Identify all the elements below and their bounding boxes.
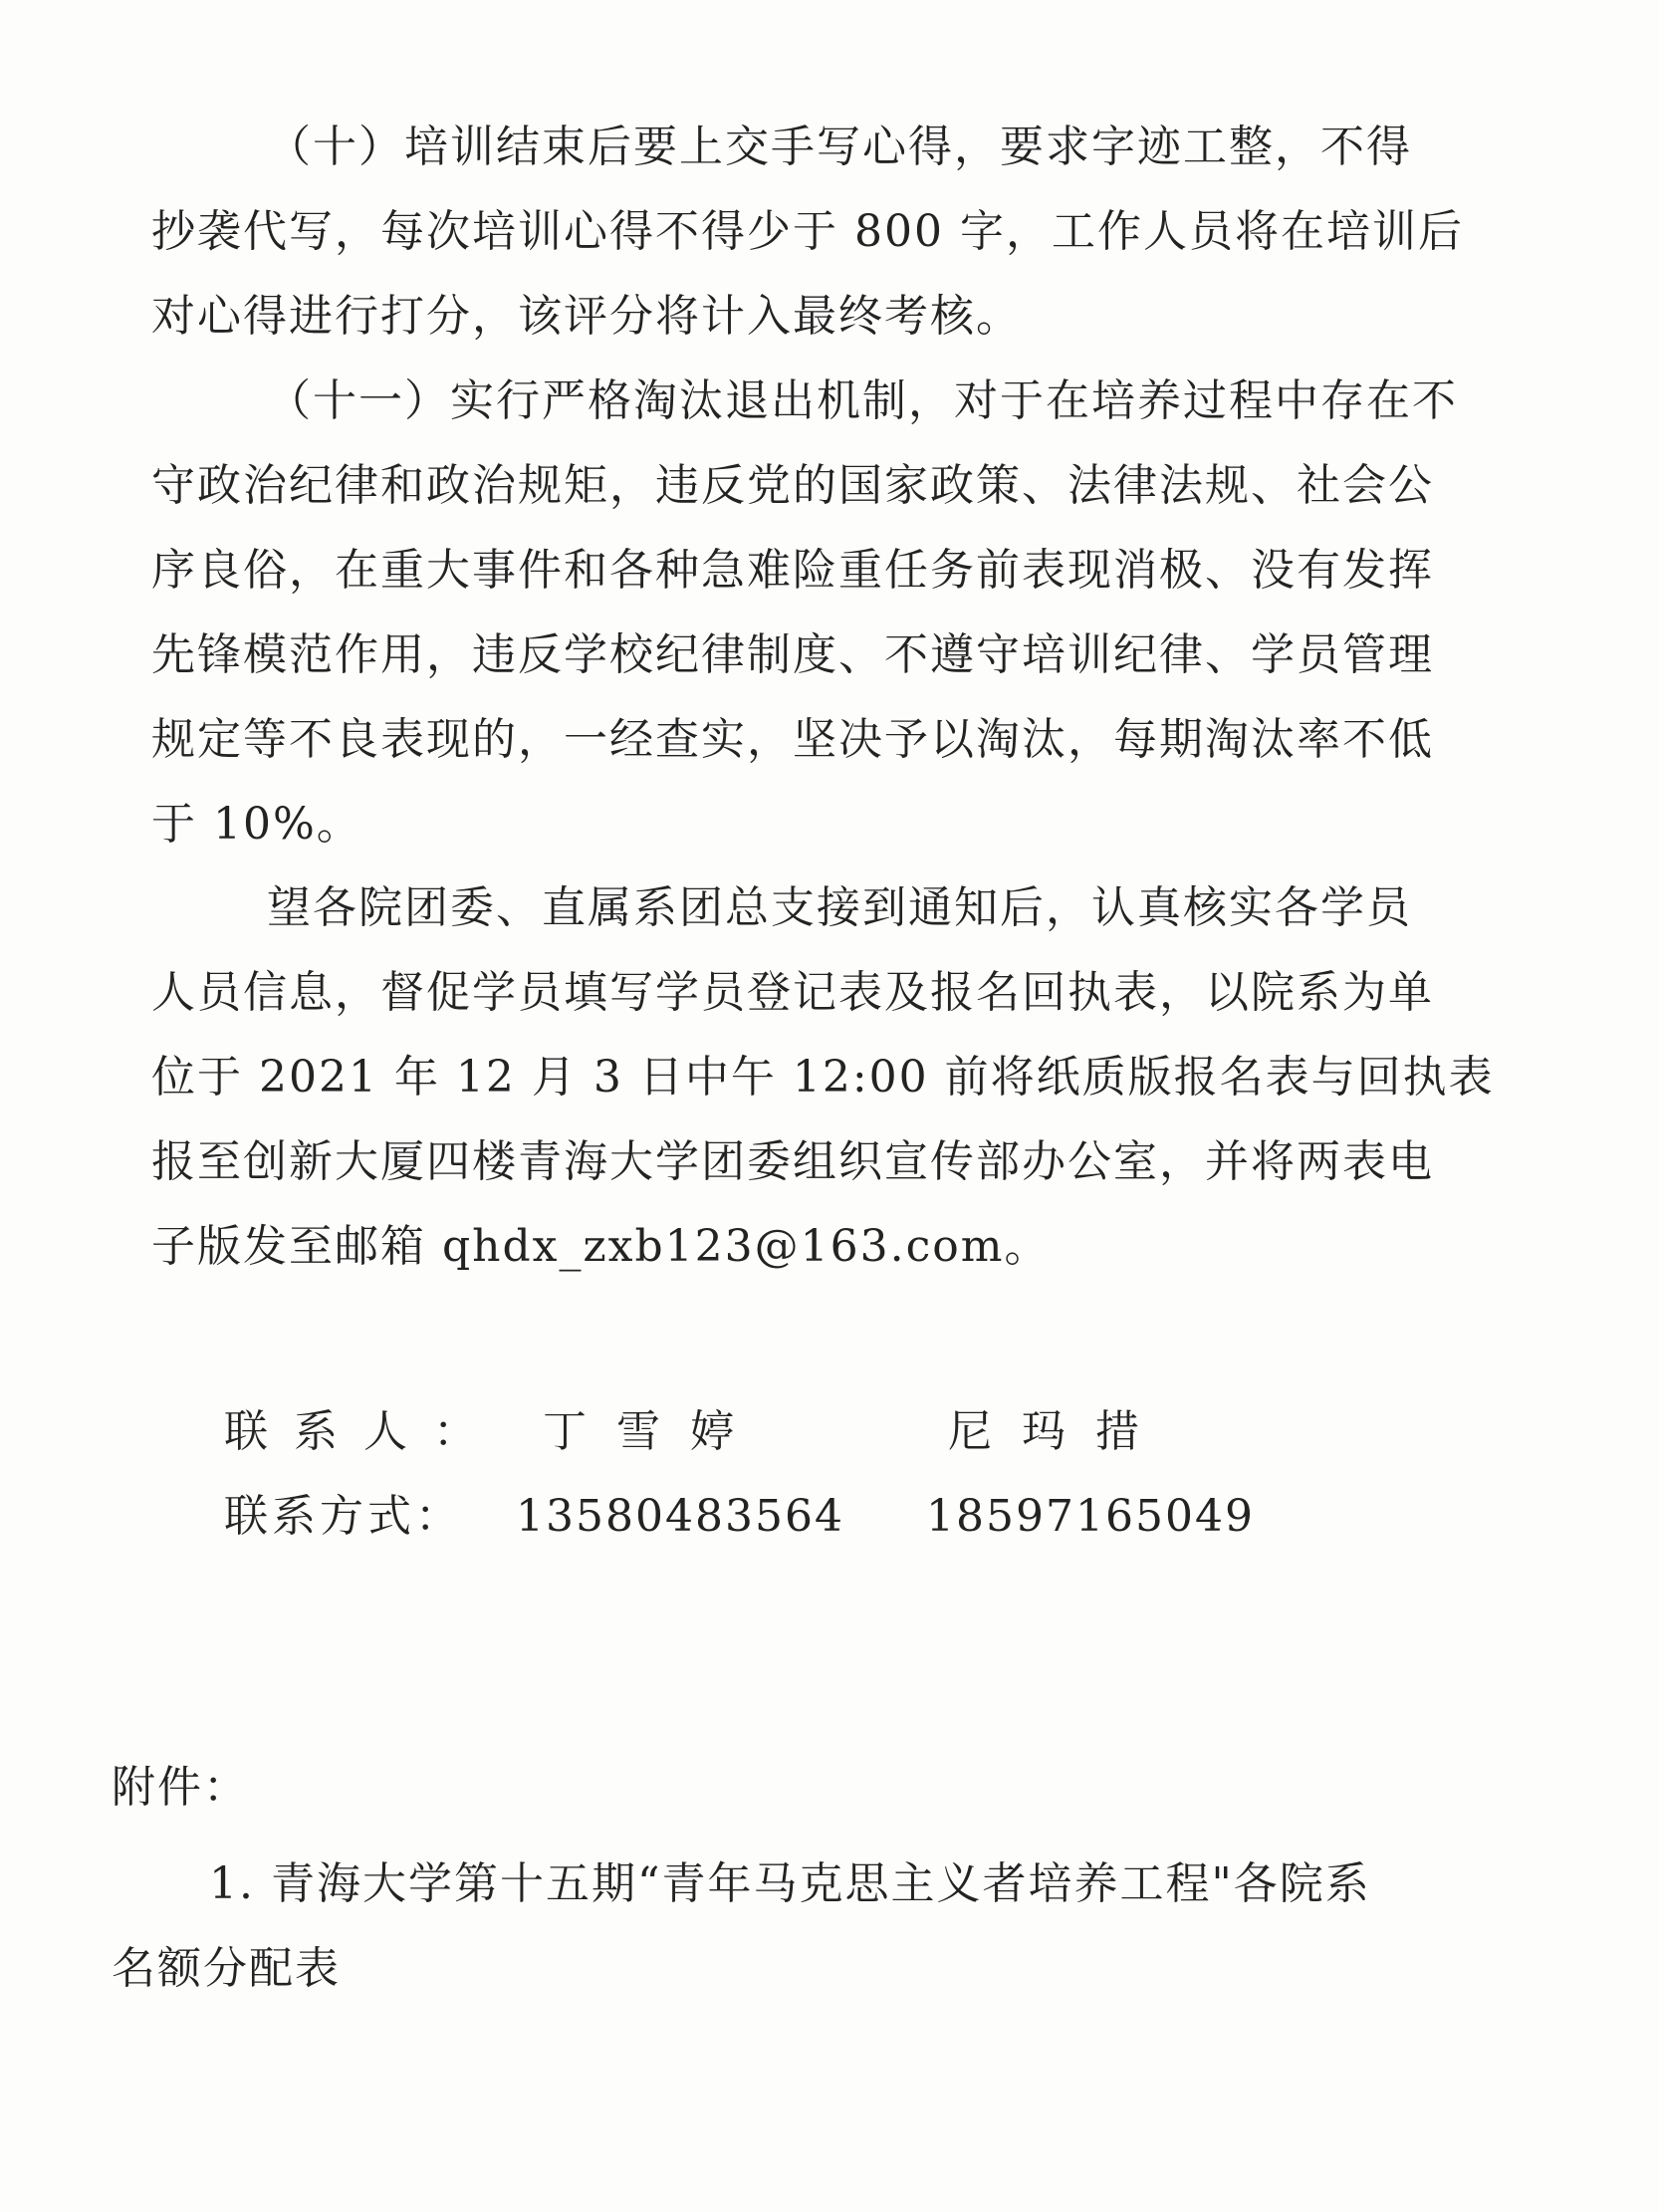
attachment-item-1-line-1: 1. 青海大学第十五期“青年马克思主义者培养工程"各院系 [209,1858,1371,1909]
notice-line-1: 望各院团委、直属系团总支接到通知后，认真核实各学员 [267,882,1412,933]
contact-person-1-name: 丁雪婷 [543,1406,764,1457]
paragraph-10-line-1: （十）培训结束后要上交手写心得，要求字迹工整，不得 [267,122,1412,172]
notice-line-3: 位于 2021 年 12 月 3 日中午 12:00 前将纸质版报名表与回执表 [151,1052,1495,1103]
contact-person-2-phone: 18597165049 [926,1491,1255,1542]
contact-person-2-name: 尼玛措 [948,1406,1169,1457]
paragraph-11-line-6: 于 10%。 [151,799,362,850]
notice-line-5: 子版发至邮箱 qhdx_zxb123@163.com。 [151,1221,1051,1272]
paragraph-10-line-2: 抄袭代写，每次培训心得不得少于 800 字，工作人员将在培训后 [151,206,1464,257]
paragraph-10-line-3: 对心得进行打分，该评分将计入最终考核。 [151,291,1022,342]
contact-person-1-phone: 13580483564 [516,1491,844,1542]
attachment-item-1-line-2: 名额分配表 [112,1943,341,1994]
paragraph-11-line-3: 序良俗，在重大事件和各种急难险重任务前表现消极、没有发挥 [151,545,1434,596]
contact-person-label: 联系人： [224,1406,503,1457]
notice-line-4: 报至创新大厦四楼青海大学团委组织宣传部办公室，并将两表电 [151,1136,1434,1187]
attachment-label: 附件： [112,1762,249,1813]
paragraph-11-line-1: （十一）实行严格淘汰退出机制，对于在培养过程中存在不 [267,375,1458,426]
paragraph-11-line-2: 守政治纪律和政治规矩，违反党的国家政策、法律法规、社会公 [151,460,1434,511]
contact-phone-label: 联系方式： [224,1491,463,1542]
notice-line-2: 人员信息，督促学员填写学员登记表及报名回执表，以院系为单 [151,967,1434,1018]
paragraph-11-line-4: 先锋模范作用，违反学校纪律制度、不遵守培训纪律、学员管理 [151,629,1434,680]
paragraph-11-line-5: 规定等不良表现的，一经查实，坚决予以淘汰，每期淘汰率不低 [151,714,1434,765]
